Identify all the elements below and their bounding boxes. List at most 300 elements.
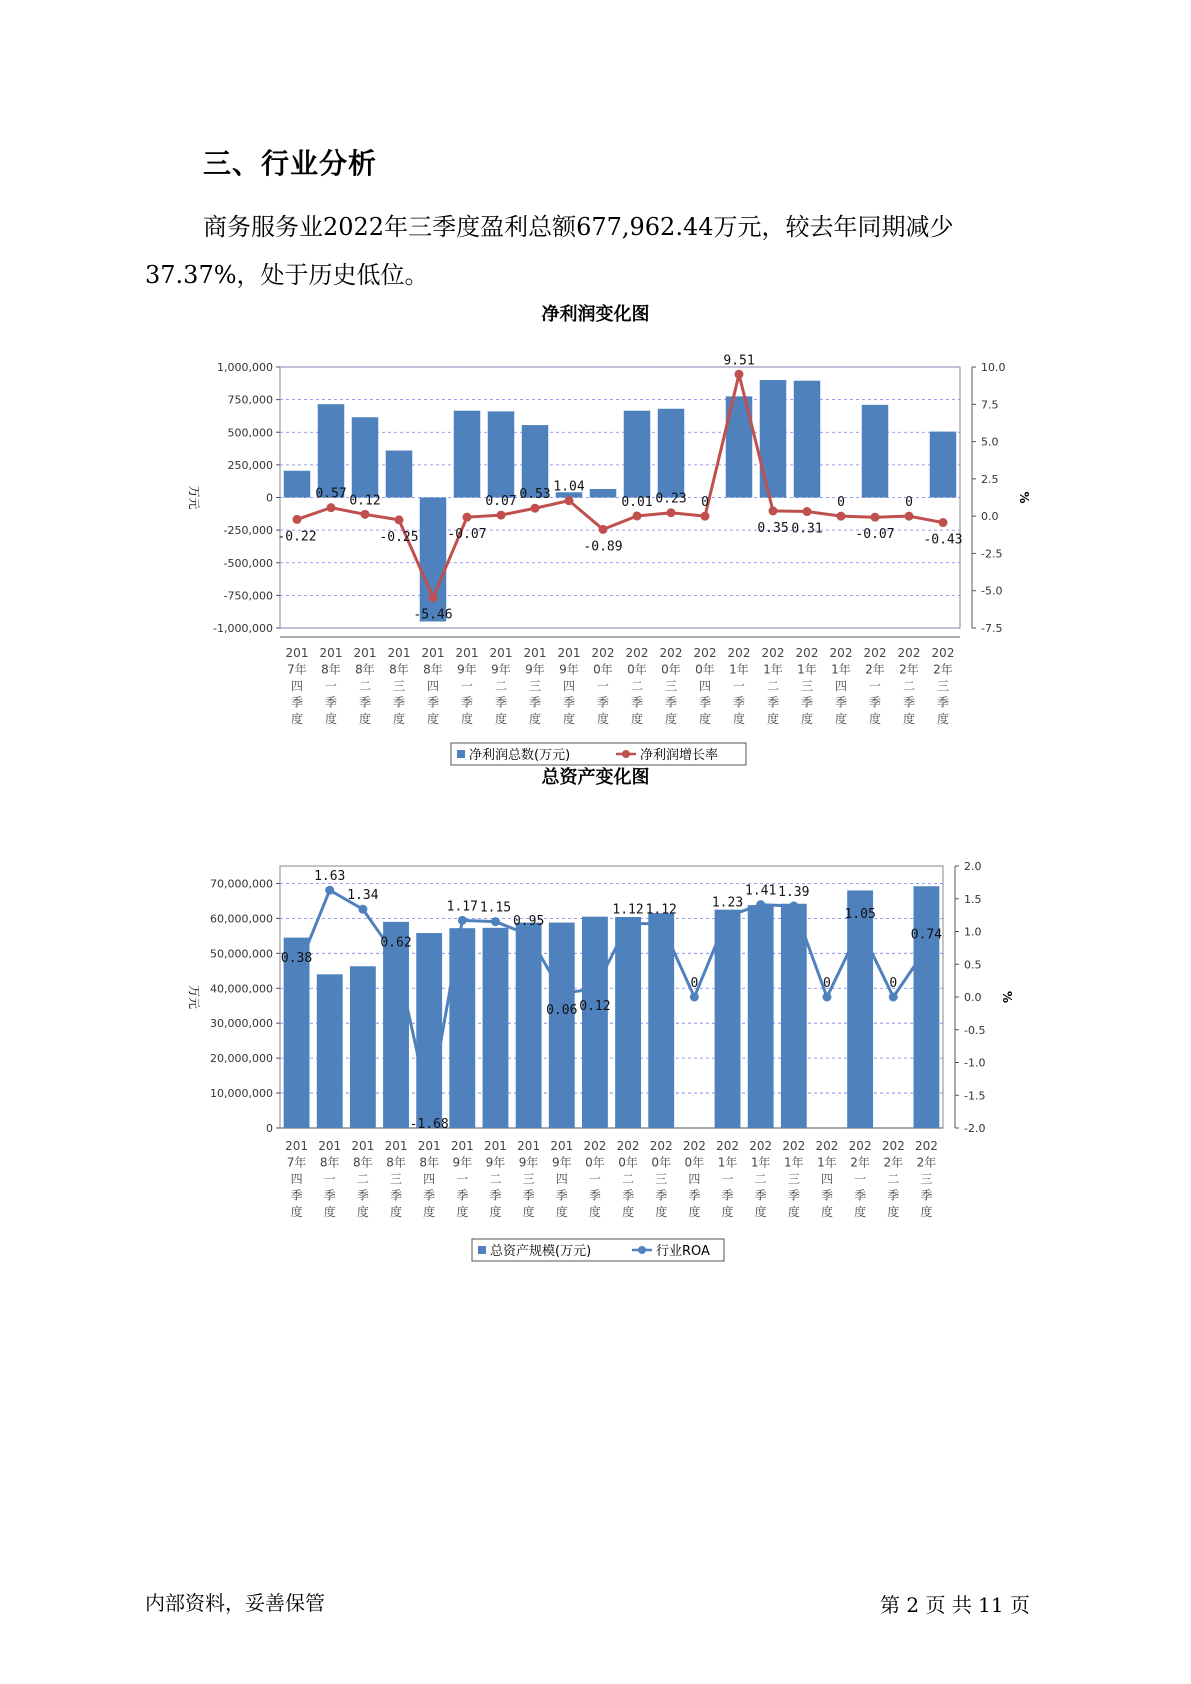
- y-tick-label: -250,000: [223, 524, 273, 538]
- x-tick-label: 一: [721, 1172, 734, 1186]
- x-tick-label: 度: [494, 712, 508, 726]
- y2-tick-label: 0.0: [981, 510, 999, 524]
- x-tick-label: 季: [555, 1188, 568, 1203]
- line-point: [690, 993, 699, 1002]
- x-tick-label: 三: [787, 1172, 800, 1186]
- x-tick-label: 度: [721, 1205, 734, 1219]
- data-label: 0.12: [579, 999, 611, 1015]
- x-tick-label: 201: [384, 1139, 408, 1153]
- x-tick-label: 季: [887, 1188, 900, 1203]
- x-tick-label: 三: [392, 679, 406, 693]
- x-tick-label: 202: [583, 1139, 607, 1153]
- x-tick-label: 7年: [286, 1155, 307, 1170]
- x-tick-label: 季: [787, 1188, 800, 1203]
- x-tick-label: 2年: [916, 1155, 937, 1170]
- x-tick-label: 三: [800, 679, 814, 693]
- x-tick-label: 度: [390, 1205, 403, 1219]
- x-tick-label: 9年: [518, 1155, 539, 1170]
- legend-bar-swatch: [478, 1246, 486, 1254]
- data-label: 1.05: [844, 907, 876, 923]
- x-tick-label: 0年: [627, 662, 647, 677]
- x-tick-label: 9年: [551, 1155, 572, 1170]
- data-label: 1.23: [711, 895, 744, 911]
- y-tick-label: 750,000: [227, 393, 273, 407]
- x-tick-label: 度: [664, 712, 678, 726]
- y-axis-title: 万元: [187, 485, 201, 510]
- bar: [386, 451, 413, 498]
- data-label: 0.53: [519, 487, 551, 503]
- data-label: -0.22: [277, 529, 317, 545]
- x-tick-label: 201: [421, 646, 445, 660]
- line-point: [358, 905, 367, 914]
- x-tick-label: 2年: [933, 662, 953, 677]
- y-tick-label: 30,000,000: [210, 1017, 273, 1031]
- y2-tick-label: 0.0: [964, 991, 982, 1004]
- x-tick-label: 度: [588, 1205, 601, 1219]
- x-tick-label: 季: [721, 1188, 734, 1203]
- bar: [488, 411, 515, 497]
- x-tick-label: 一: [732, 679, 746, 693]
- bar: [483, 928, 509, 1128]
- y-tick-label: 50,000,000: [210, 947, 273, 961]
- x-tick-label: 度: [868, 712, 882, 726]
- legend-bar-label: 总资产规模(万元): [490, 1244, 592, 1259]
- line-point: [565, 496, 574, 505]
- y2-tick-label: 10.0: [981, 361, 1006, 374]
- y2-tick-label: 5.0: [981, 435, 999, 449]
- legend-line-marker: [638, 1246, 646, 1254]
- bar: [658, 409, 685, 498]
- x-tick-label: 9年: [491, 662, 511, 677]
- x-tick-label: 202: [693, 646, 717, 660]
- x-tick-label: 季: [622, 1188, 635, 1203]
- x-tick-label: 202: [591, 646, 615, 660]
- x-tick-label: 季: [562, 695, 576, 710]
- x-tick-label: 季: [358, 695, 372, 710]
- y-tick-label: 0: [266, 491, 273, 505]
- x-tick-label: 202: [795, 646, 819, 660]
- y2-tick-label: 1.5: [964, 892, 982, 906]
- x-tick-label: 度: [290, 1205, 303, 1219]
- x-tick-label: 二: [622, 1172, 635, 1186]
- x-tick-label: 0年: [585, 1155, 605, 1170]
- x-tick-label: 201: [550, 1139, 574, 1153]
- x-tick-label: 0年: [695, 662, 715, 677]
- line-point: [756, 900, 765, 909]
- data-label: 0.62: [380, 935, 412, 951]
- data-label: 1.63: [314, 869, 346, 885]
- line-point: [769, 506, 778, 515]
- x-tick-label: 季: [688, 1188, 701, 1203]
- x-tick-label: 1年: [717, 1155, 738, 1170]
- y2-tick-label: -0.5: [964, 1023, 986, 1037]
- data-label: 0.12: [349, 493, 381, 509]
- x-tick-label: 度: [358, 712, 372, 726]
- x-tick-label: 季: [766, 695, 780, 710]
- data-label: 0: [701, 495, 709, 511]
- line-point: [395, 515, 404, 524]
- data-label: -5.46: [413, 607, 453, 623]
- x-tick-label: 四: [688, 1172, 701, 1186]
- x-tick-label: 二: [754, 1172, 767, 1186]
- x-tick-label: 度: [887, 1205, 900, 1219]
- line-point: [429, 593, 438, 602]
- x-tick-label: 季: [902, 695, 916, 710]
- x-tick-label: 202: [815, 1139, 839, 1153]
- x-tick-label: 度: [392, 712, 406, 726]
- total-prefix: 共: [951, 1593, 972, 1617]
- x-tick-label: 二: [902, 679, 916, 693]
- x-tick-label: 度: [688, 1205, 701, 1219]
- line-point: [292, 968, 301, 977]
- line-point: [327, 503, 336, 512]
- x-tick-label: 202: [727, 646, 751, 660]
- x-tick-label: 度: [834, 712, 848, 726]
- line-point: [590, 985, 599, 994]
- legend-line-marker: [622, 750, 630, 758]
- line-point: [557, 989, 566, 998]
- data-label: 1.15: [479, 900, 512, 916]
- bar: [352, 417, 379, 497]
- total-assets-chart: [0, 793, 1191, 1263]
- y2-tick-label: 2.5: [981, 472, 999, 486]
- x-tick-label: 8年: [353, 1155, 373, 1170]
- data-label: -0.07: [447, 527, 487, 543]
- bar: [317, 974, 343, 1128]
- bar: [454, 411, 481, 498]
- x-tick-label: 季: [522, 1188, 535, 1203]
- total-pages: 11: [978, 1593, 1004, 1617]
- line-point: [822, 993, 831, 1002]
- data-label: 0: [837, 495, 845, 511]
- line-point: [497, 511, 506, 520]
- x-tick-label: 1年: [797, 662, 817, 677]
- line-point: [789, 901, 798, 910]
- x-tick-label: 一: [460, 679, 474, 693]
- x-tick-label: 度: [902, 712, 916, 726]
- x-tick-label: 202: [625, 646, 649, 660]
- x-tick-label: 四: [562, 679, 576, 693]
- net-profit-chart: [0, 330, 1191, 800]
- x-tick-label: 度: [323, 1205, 336, 1219]
- y-tick-label: 40,000,000: [210, 982, 273, 996]
- x-tick-label: 度: [489, 1205, 502, 1219]
- x-tick-label: 季: [489, 1188, 502, 1203]
- x-tick-label: 四: [423, 1172, 436, 1186]
- x-tick-label: 度: [596, 712, 610, 726]
- footer-page-info: [880, 1589, 1030, 1618]
- x-tick-label: 一: [324, 679, 338, 693]
- x-tick-label: 三: [920, 1172, 933, 1186]
- line-point: [735, 370, 744, 379]
- x-tick-label: 四: [290, 679, 304, 693]
- x-tick-label: 四: [834, 679, 848, 693]
- x-tick-label: 201: [557, 646, 581, 660]
- x-tick-label: 201: [450, 1139, 474, 1153]
- bar: [862, 405, 889, 498]
- data-label: 0.74: [910, 927, 943, 943]
- data-label: 1.12: [612, 902, 644, 918]
- x-tick-label: 201: [489, 646, 513, 660]
- data-label: 0: [905, 495, 913, 511]
- x-tick-label: 季: [392, 695, 406, 710]
- x-tick-label: 一: [854, 1172, 867, 1186]
- line-point: [667, 508, 676, 517]
- data-label: 1.34: [347, 888, 379, 904]
- x-tick-label: 8年: [386, 1155, 406, 1170]
- bar: [590, 489, 617, 497]
- x-tick-label: 度: [787, 1205, 800, 1219]
- x-tick-label: 季: [754, 1188, 767, 1203]
- data-label: 0.01: [621, 494, 653, 510]
- x-tick-label: 季: [920, 1188, 933, 1203]
- bar: [350, 966, 376, 1128]
- x-tick-label: 1年: [831, 662, 851, 677]
- y2-axis-title: %: [1017, 491, 1031, 504]
- x-tick-label: 三: [522, 1172, 535, 1186]
- x-tick-label: 度: [936, 712, 950, 726]
- legend-bar-label: 净利润总数(万元): [469, 748, 571, 763]
- x-tick-label: 202: [761, 646, 785, 660]
- x-tick-label: 季: [494, 695, 508, 710]
- x-tick-label: 季: [868, 695, 882, 710]
- x-tick-label: 202: [931, 646, 955, 660]
- y-tick-label: 0: [266, 1122, 273, 1135]
- x-tick-label: 度: [800, 712, 814, 726]
- x-tick-label: 9年: [485, 1155, 506, 1170]
- x-tick-label: 度: [456, 1205, 469, 1219]
- x-tick-label: 度: [766, 712, 780, 726]
- bar: [781, 904, 807, 1128]
- y2-tick-label: -5.0: [981, 584, 1003, 598]
- x-tick-label: 二: [489, 1172, 502, 1186]
- chart-title-net-profit: 净利润变化图: [541, 304, 650, 325]
- section-heading: 三、行业分析: [203, 147, 378, 180]
- x-tick-label: 9年: [452, 1155, 473, 1170]
- y-tick-label: 10,000,000: [210, 1087, 273, 1101]
- y2-tick-label: 7.5: [981, 398, 999, 412]
- x-tick-label: 202: [716, 1139, 739, 1153]
- bar: [715, 910, 741, 1128]
- x-tick-label: 度: [555, 1205, 568, 1219]
- x-tick-label: 季: [820, 1188, 833, 1203]
- line-point: [624, 919, 633, 928]
- line-point: [657, 919, 666, 928]
- line-point: [633, 511, 642, 520]
- x-tick-label: 二: [887, 1172, 900, 1186]
- x-tick-label: 度: [820, 1205, 833, 1219]
- bar: [794, 381, 821, 498]
- x-tick-label: 0年: [618, 1155, 638, 1170]
- x-tick-label: 度: [528, 712, 542, 726]
- x-tick-label: 季: [426, 695, 440, 710]
- x-tick-label: 202: [616, 1139, 640, 1153]
- x-tick-label: 201: [318, 1139, 342, 1153]
- x-tick-label: 8年: [389, 662, 409, 677]
- x-tick-label: 一: [868, 679, 882, 693]
- data-label: -0.89: [583, 539, 623, 555]
- line-point: [837, 512, 846, 521]
- x-tick-label: 度: [698, 712, 712, 726]
- x-tick-label: 度: [522, 1205, 535, 1219]
- x-tick-label: 度: [854, 1205, 867, 1219]
- line-point: [599, 525, 608, 534]
- bar: [748, 905, 774, 1128]
- bar: [284, 471, 311, 498]
- x-tick-label: 度: [460, 712, 474, 726]
- line-point: [531, 504, 540, 513]
- x-tick-label: 度: [356, 1205, 369, 1219]
- bar: [549, 923, 575, 1128]
- bar: [913, 886, 939, 1128]
- data-label: -0.07: [855, 527, 895, 543]
- x-tick-label: 季: [655, 1188, 668, 1203]
- x-tick-label: 三: [528, 679, 542, 693]
- x-tick-label: 1年: [729, 662, 749, 677]
- data-label: 0.07: [485, 494, 517, 510]
- x-tick-label: 2年: [850, 1155, 870, 1170]
- data-label: 0: [690, 976, 699, 991]
- x-tick-label: 二: [766, 679, 780, 693]
- x-tick-label: 季: [800, 695, 814, 710]
- x-tick-label: 0年: [661, 662, 681, 677]
- x-tick-label: 度: [630, 712, 644, 726]
- line-point: [889, 993, 898, 1002]
- x-tick-label: 7年: [287, 662, 307, 677]
- line-point: [392, 952, 401, 961]
- x-tick-label: 二: [494, 679, 508, 693]
- x-tick-label: 季: [356, 1188, 369, 1203]
- y2-tick-label: -2.5: [981, 547, 1003, 561]
- line-point: [701, 512, 710, 521]
- legend-line-label: 行业ROA: [656, 1244, 710, 1259]
- x-tick-label: 201: [455, 646, 479, 660]
- x-tick-label: 2年: [883, 1155, 904, 1170]
- bar: [420, 498, 447, 622]
- x-tick-label: 9年: [559, 662, 579, 677]
- line-point: [293, 515, 302, 524]
- x-tick-label: 202: [682, 1139, 706, 1153]
- y2-axis-title: %: [1000, 990, 1014, 1004]
- line-point: [463, 513, 472, 522]
- x-tick-label: 一: [596, 679, 610, 693]
- x-tick-label: 度: [754, 1205, 767, 1219]
- x-tick-label: 9年: [457, 662, 477, 677]
- x-tick-label: 季: [854, 1188, 867, 1203]
- x-tick-label: 202: [897, 646, 921, 660]
- bar: [318, 404, 345, 497]
- x-tick-label: 三: [664, 679, 678, 693]
- y-tick-label: 20,000,000: [210, 1052, 273, 1066]
- line-point: [922, 944, 931, 953]
- line-point: [425, 1103, 434, 1112]
- bar: [582, 917, 608, 1128]
- x-tick-label: 度: [423, 1205, 436, 1219]
- x-tick-label: 度: [290, 712, 304, 726]
- x-tick-label: 0年: [651, 1155, 672, 1170]
- x-tick-label: 201: [319, 646, 343, 660]
- x-tick-label: 季: [324, 695, 338, 710]
- x-tick-label: 季: [423, 1188, 436, 1203]
- x-tick-label: 8年: [355, 662, 375, 677]
- x-tick-label: 度: [324, 712, 338, 726]
- x-tick-label: 二: [630, 679, 644, 693]
- x-tick-label: 202: [749, 1139, 773, 1153]
- x-tick-label: 季: [323, 1188, 336, 1203]
- y2-tick-label: 1.0: [964, 925, 982, 939]
- line-point: [361, 510, 370, 519]
- x-tick-label: 0年: [593, 662, 613, 677]
- footer-confidential: 内部资料，妥善保管: [145, 1591, 325, 1615]
- x-tick-label: 8年: [321, 662, 341, 677]
- data-label: -0.25: [379, 529, 419, 545]
- y-tick-label: 70,000,000: [210, 877, 273, 891]
- line-point: [871, 513, 880, 522]
- chart-title-total-assets: 总资产变化图: [541, 767, 650, 788]
- legend-bar-swatch: [457, 750, 465, 758]
- x-tick-label: 2年: [899, 662, 919, 677]
- line-point: [491, 917, 500, 926]
- x-tick-label: 202: [848, 1139, 872, 1153]
- x-tick-label: 三: [390, 1172, 403, 1186]
- x-tick-label: 度: [562, 712, 576, 726]
- page-mid: 页: [925, 1593, 946, 1617]
- bar: [449, 928, 475, 1128]
- x-tick-label: 四: [555, 1172, 568, 1186]
- x-tick-label: 201: [523, 646, 547, 660]
- x-tick-label: 1年: [817, 1155, 837, 1170]
- x-tick-label: 季: [834, 695, 848, 710]
- data-label: 1.04: [553, 479, 585, 495]
- x-tick-label: 201: [517, 1139, 541, 1153]
- data-label: 1.41: [745, 883, 777, 899]
- bar: [624, 411, 651, 498]
- x-tick-label: 季: [290, 695, 304, 710]
- summary-paragraph: [145, 203, 1045, 299]
- x-tick-label: 8年: [423, 662, 443, 677]
- data-label: 0.06: [546, 1003, 578, 1019]
- data-label: -1.68: [409, 1117, 449, 1133]
- line-point: [856, 924, 865, 933]
- x-tick-label: 8年: [419, 1155, 439, 1170]
- x-tick-label: 2年: [865, 662, 885, 677]
- x-tick-label: 三: [655, 1172, 668, 1186]
- x-tick-label: 度: [732, 712, 746, 726]
- data-label: 0: [823, 976, 831, 991]
- x-tick-label: 202: [659, 646, 683, 660]
- line-point: [458, 916, 467, 925]
- x-tick-label: 季: [528, 695, 542, 710]
- x-tick-label: 8年: [319, 1155, 340, 1170]
- line-point: [905, 512, 914, 521]
- line-point: [803, 507, 812, 516]
- line-point: [524, 930, 533, 939]
- x-tick-label: 季: [732, 695, 746, 710]
- legend-line-label: 净利润增长率: [640, 748, 719, 763]
- x-tick-label: 二: [358, 679, 372, 693]
- y-tick-label: -500,000: [223, 556, 273, 570]
- y-tick-label: -750,000: [223, 589, 273, 603]
- x-tick-label: 一: [456, 1172, 469, 1186]
- data-label: 1.12: [645, 902, 677, 918]
- bar: [284, 938, 310, 1128]
- line-point: [325, 886, 334, 895]
- data-label: 1.17: [446, 899, 478, 915]
- y-tick-label: 60,000,000: [210, 912, 273, 926]
- x-tick-label: 202: [914, 1139, 938, 1153]
- y-tick-label: 500,000: [227, 426, 273, 440]
- y2-tick-label: -1.0: [964, 1056, 986, 1070]
